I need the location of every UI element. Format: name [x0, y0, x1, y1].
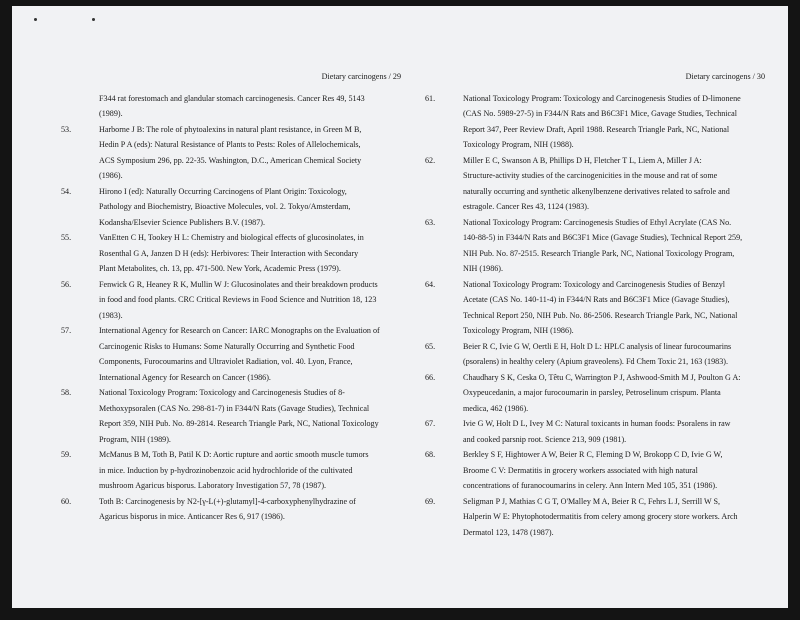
reference-entry [425, 215, 765, 277]
reference-entry [425, 339, 765, 370]
reference-number: 69. [425, 496, 436, 506]
reference-line: Broome C V: Dermatitis in grocery workers associated with high natural [463, 465, 698, 475]
reference-number: 62. [425, 155, 436, 165]
reference-line: National Toxicology Program: Carcinogenesis Studies of Ethyl Acrylate (CAS No. [463, 217, 732, 227]
reference-line: National Toxicology Program: Toxicology and Carcinogenesis Studies of D-limonene [463, 93, 741, 103]
reference-entry [61, 122, 401, 184]
reference-line: Miller E C, Swanson A B, Phillips D H, Fletcher T L, Liem A, Miller J A: [463, 155, 702, 165]
left-page [61, 69, 401, 525]
reference-line: medica, 462 (1986). [463, 403, 529, 413]
reference-number: 63. [425, 217, 436, 227]
reference-entry [61, 323, 401, 385]
right-page [425, 69, 765, 540]
reference-number: 67. [425, 419, 436, 428]
reference-line: Plant Metabolites, ch. 13, pp. 471-500. New York, Academic Press (1979). [99, 264, 341, 273]
reference-number: 56. [61, 279, 72, 289]
scanned-sheet [12, 6, 788, 608]
reference-line: naturally occurring and synthetic alkenylbenzene derivatives related to safrole and [463, 186, 730, 196]
reference-list [61, 122, 401, 525]
reference-number: 68. [425, 450, 436, 459]
reference-list [425, 91, 765, 541]
reference-line: mushroom Agaricus bisporus. Laboratory Investigation 57, 78 (1987). [99, 481, 327, 490]
reference-number: 61. [425, 93, 436, 103]
reference-entry [61, 184, 401, 231]
scan-speck [34, 18, 37, 21]
reference-entry [425, 153, 765, 215]
reference-number: 54. [61, 186, 72, 196]
reference-line: International Agency for Research on Cancer: IARC Monographs on the Evaluation of [99, 326, 380, 335]
reference-line: Carcinogenic Risks to Humans: Some Naturally Occurring and Synthetic Food [99, 341, 355, 351]
reference-entry [61, 230, 401, 277]
reference-number: 60. [61, 496, 72, 506]
reference-line: F344 rat forestomach and glandular stomach carcinogenesis. Cancer Res 49, 5143 [99, 93, 365, 103]
reference-line: Oxypeucedanin, a major furocoumarin in parsley, Petroselinum crispum. Planta [463, 388, 721, 397]
reference-line: McManus B M, Toth B, Patil K D: Aortic rupture and aortic smooth muscle tumors [99, 450, 369, 459]
reference-entry [425, 91, 765, 153]
reference-continuation [61, 91, 401, 122]
reference-line: ACS Symposium 296, pp. 22-35. Washington, D.C., American Chemical Society [99, 155, 362, 165]
reference-entry [61, 494, 401, 525]
reference-line: Acetate (CAS No. 140-11-4) in F344/N Rats and B6C3F1 Mice (Gavage Studies), [463, 295, 730, 304]
reference-line: Program, NIH (1989). [99, 434, 171, 444]
scan-speck [92, 18, 95, 21]
reference-line: Pathology and Biochemistry, Bioactive Molecules, vol. 2. Tokyo/Amsterdam, [99, 202, 351, 211]
reference-line: (1983). [99, 310, 123, 320]
reference-line: Halperin W E: Phytophotodermatitis from celery among grocery store workers. Arch [463, 512, 738, 521]
reference-line: Hirono I (ed): Naturally Occurring Carcinogens of Plant Origin: Toxicology, [99, 186, 347, 196]
reference-line: Kodansha/Elsevier Science Publishers B.V. (1987). [99, 217, 265, 227]
reference-line: National Toxicology Program: Toxicology and Carcinogenesis Studies of Benzyl [463, 279, 726, 289]
reference-number: 59. [61, 450, 72, 459]
reference-line: Report 359, NIH Pub. No. 89-2814. Research Triangle Park, NC, National Toxicology [99, 419, 379, 428]
reference-entry [425, 370, 765, 417]
reference-number: 58. [61, 388, 72, 397]
reference-line: (1989). [99, 109, 123, 118]
reference-line: Technical Report 250, NIH Pub. No. 86-2506. Research Triangle Park, NC, National [463, 310, 738, 320]
reference-number: 64. [425, 279, 436, 289]
reference-line: Agaricus bisporus in mice. Anticancer Res 6, 917 (1986). [99, 512, 285, 521]
reference-line: in mice. Induction by p-hydrozinobenzoic acid hydrochloride of the cultivated [99, 465, 353, 475]
reference-number: 55. [61, 233, 72, 242]
reference-line: VanEtten C H, Tookey H L: Chemistry and biological effects of glucosinolates, in [99, 233, 364, 242]
reference-entry [425, 277, 765, 339]
reference-line: Harborne J B: The role of phytoalexins in natural plant resistance, in Green M B, [99, 124, 362, 134]
reference-line: in food and food plants. CRC Critical Reviews in Food Science and Nutrition 18, 123 [99, 295, 377, 304]
reference-line: Toth B: Carcinogenesis by N2-[γ-L(+)-glutamyl]-4-carboxyphenylhydrazine of [99, 496, 356, 506]
reference-line: Berkley S F, Hightower A W, Beier R C, Fleming D W, Brokopp C D, Ivie G W, [463, 450, 723, 459]
reference-line: Report 347, Peer Review Draft, April 1988. Research Triangle Park, NC, National [463, 124, 730, 134]
reference-entry [61, 277, 401, 324]
reference-line: (CAS No. 5989-27-5) in F344/N Rats and B6C3F1 Mice, Gavage Studies, Technical [463, 109, 737, 118]
reference-line: Seligman P J, Mathias C G T, O'Malley M A, Beier R C, Fehrs L J, Serrill W S, [463, 496, 721, 506]
reference-line: NIH Pub. No. 87-2515. Research Triangle Park, NC, National Toxicology Program, [463, 248, 735, 258]
reference-line: International Agency for Research on Cancer (1986). [99, 372, 271, 382]
reference-line: NIH (1986). [463, 264, 504, 273]
reference-line: and cooked parsnip root. Science 213, 909 (1981). [463, 434, 627, 444]
reference-line: concentrations of furanocoumarins in celery. Ann Intern Med 105, 351 (1986). [463, 481, 718, 490]
reference-line: National Toxicology Program: Toxicology and Carcinogenesis Studies of 8- [99, 388, 345, 397]
reference-number: 57. [61, 326, 72, 335]
reference-number: 65. [425, 341, 436, 351]
reference-line: (psoralens) in healthy celery (Apium graveolens). Fd Chem Toxic 21, 163 (1983). [463, 357, 728, 366]
reference-line: (1986). [99, 171, 123, 180]
reference-entry [425, 447, 765, 494]
reference-entry [425, 416, 765, 447]
reference-line: Structure-activity studies of the carcinogenicities in the mouse and rat of some [463, 171, 718, 180]
reference-line: Methoxypsoralen (CAS No. 298-81-7) in F344/N Rats (Gavage Studies), Technical [99, 403, 370, 413]
reference-line: Components, Furocoumarins and Ultraviolet Radiation, vol. 40. Lyon, France, [99, 357, 353, 366]
reference-number: 66. [425, 372, 436, 382]
reference-line: 140-88-5) in F344/N Rats and B6C3F1 Mice (Gavage Studies), Technical Report 259, [463, 233, 743, 242]
reference-line: Hedin P A (eds): Natural Resistance of Plants to Pests: Roles of Allelochemicals, [99, 140, 361, 149]
running-head: Dietary carcinogens / 29 [321, 72, 401, 81]
reference-entry [61, 447, 401, 494]
running-head: Dietary carcinogens / 30 [685, 72, 765, 81]
reference-line: Toxicology Program, NIH (1986). [463, 326, 574, 335]
reference-line: Dermatol 123, 1478 (1987). [463, 527, 554, 537]
reference-line: Chaudhary S K, Ceska O, Têtu C, Warrington P J, Ashwood-Smith M J, Poulton G A: [463, 372, 741, 382]
reference-number: 53. [61, 124, 72, 134]
reference-line: Beier R C, Ivie G W, Oertli E H, Holt D L: HPLC analysis of linear furocoumarins [463, 341, 732, 351]
reference-line: Ivie G W, Holt D L, Ivey M C: Natural toxicants in human foods: Psoralens in raw [463, 419, 731, 428]
reference-line: estragole. Cancer Res 43, 1124 (1983). [463, 202, 590, 211]
reference-entry [61, 385, 401, 447]
reference-line: Toxicology Program, NIH (1988). [463, 140, 574, 149]
reference-line: Fenwick G R, Heaney R K, Mullin W J: Glucosinolates and their breakdown products [99, 279, 378, 289]
reference-line: Rosenthal G A, Janzen D H (eds): Herbivores: Their Interaction with Secondary [99, 248, 359, 258]
reference-entry [425, 494, 765, 541]
